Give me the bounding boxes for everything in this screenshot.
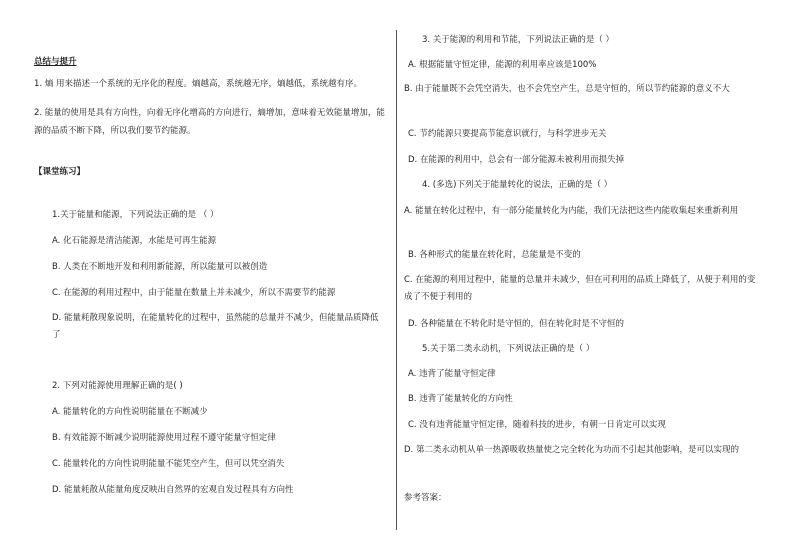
- q1-stem: 1.关于能量和能源，下列说法正确的是 （ ）: [52, 210, 219, 220]
- q3-option-b: B. 由于能量既不会凭空消失，也不会凭空产生，总是守恒的，所以节约能源的意义不大: [404, 84, 730, 94]
- q3-option-d: D. 在能源的利用中，总会有一部分能源未被利用而损失掉: [408, 155, 624, 165]
- q2-option-b: B. 有效能源不断减少说明能源使用过程不遵守能量守恒定律: [52, 433, 276, 443]
- q4-option-c: C. 在能源的利用过程中，能量的总量并未减少，但在可利用的品质上降低了，从便于利用的变成了不便于利用的: [404, 275, 756, 302]
- summary-point-1: 1. 熵 用来描述一个系统的无序化的程度。熵越高，系统越无序，熵越低，系统越有序。: [34, 79, 363, 89]
- practice-label: 【课堂练习】: [34, 167, 86, 177]
- summary-point-2: 2. 能量的使用是具有方向性，向着无序化增高的方向进行，熵增加，意味着无效能量增加，能源的品质不断下降，所以我们要节约能源。: [34, 108, 385, 136]
- q5-option-d: D. 第二类永动机从单一热源吸收热量使之完全转化为功而不引起其他影响，是可以实现的: [404, 445, 739, 455]
- q1-option-b: B. 人类在不断地开发和利用新能源，所以能量可以被创造: [52, 262, 268, 272]
- q1-option-c: C. 在能源的利用过程中，由于能量在数量上并未减少，所以不需要节约能源: [52, 288, 336, 298]
- right-column: [398, 0, 794, 560]
- q4-option-a: A. 能量在转化过程中，有一部分能量转化为内能，我们无法把这些内能收集起来重新利用: [404, 206, 739, 216]
- q2-option-d: D. 能量耗散从能量角度反映出自然界的宏观自发过程具有方向性: [52, 485, 294, 495]
- answer-label: 参考答案：: [404, 493, 447, 503]
- q3-option-a: A. 根据能量守恒定律，能源的利用率应该是100%: [408, 60, 597, 70]
- q2-option-c: C. 能量转化的方向性说明能量不能凭空产生，但可以凭空消失: [52, 459, 285, 469]
- q2-stem: 2. 下列对能源使用理解正确的是( ): [52, 381, 183, 391]
- q5-option-c: C. 没有违背能量守恒定律，随着科技的进步，有朝一日肯定可以实现: [408, 420, 666, 430]
- q4-option-b: B. 各种形式的能量在转化时，总能量是不变的: [408, 250, 581, 260]
- q1-option-a: A. 化石能源是清洁能源，水能是可再生能源: [52, 236, 217, 246]
- q4-stem: 4. (多选)下列关于能量转化的说法，正确的是（ ）: [422, 180, 613, 190]
- section-heading: 总结与提升: [34, 57, 77, 67]
- q4-option-d: D. 各种能量在不转化时是守恒的，但在转化时是不守恒的: [408, 319, 624, 329]
- q5-stem: 5.关于第二类永动机，下列说法正确的是（ ）: [422, 344, 595, 354]
- q5-option-b: B. 违背了能量转化的方向性: [408, 394, 513, 404]
- q2-option-a: A. 能量转化的方向性说明能量在不断减少: [52, 407, 208, 417]
- q3-option-c: C. 节约能源只要提高节能意识就行，与科学进步无关: [408, 129, 607, 139]
- q3-stem: 3. 关于能源的利用和节能，下列说法正确的是（ ）: [422, 35, 615, 45]
- q5-option-a: A. 违背了能量守恒定律: [408, 369, 496, 379]
- q1-option-d: D. 能量耗散现象说明，在能量转化的过程中，虽然能的总量并不减少，但能量品质降低了: [52, 313, 379, 340]
